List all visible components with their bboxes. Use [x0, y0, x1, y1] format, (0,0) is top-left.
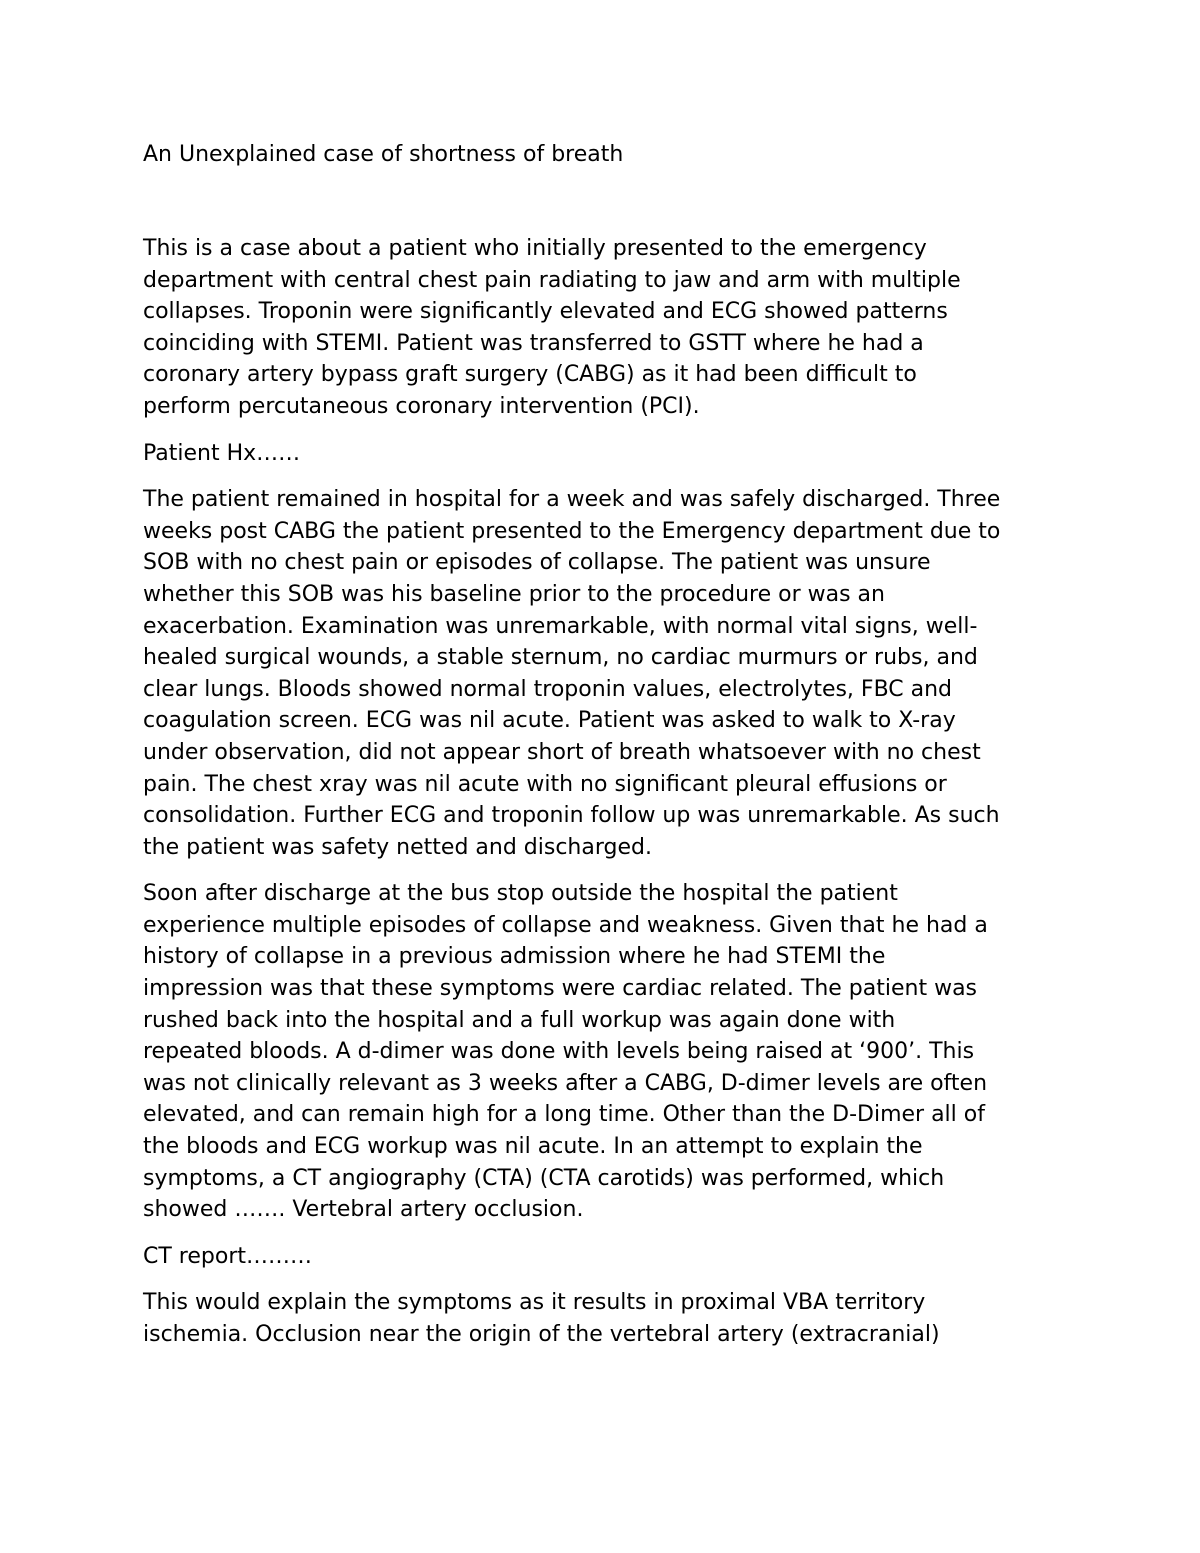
text-line: experience multiple episodes of collapse and weakness. Given that he had a	[143, 912, 988, 938]
text-line: impression was that these symptoms were cardiac related. The patient was	[143, 976, 978, 1002]
text-line: ischemia. Occlusion near the origin of the vertebral artery (extracranial)	[143, 1322, 940, 1347]
text-line: This is a case about a patient who initially presented to the emergency	[143, 236, 927, 261]
text-line: consolidation. Further ECG and troponin follow up was unremarkable. As such	[143, 803, 1000, 829]
text-line: symptoms, a CT angiography (CTA) (CTA carotids) was performed, which	[143, 1165, 945, 1191]
text-line: under observation, did not appear short of breath whatsoever with no chest	[143, 739, 981, 765]
paragraph-readmission	[143, 484, 1083, 863]
text-line: history of collapse in a previous admission where he had STEMI the	[143, 944, 886, 970]
text-line: coinciding with STEMI. Patient was transferred to GSTT where he had a	[143, 330, 924, 356]
text-line: showed ……. Vertebral artery occlusion.	[143, 1197, 584, 1223]
paragraph-collapse-episode	[143, 878, 1083, 1226]
paragraph-case-intro	[143, 233, 1083, 423]
text-line: repeated bloods. A d-dimer was done with levels being raised at ‘900’. This	[143, 1039, 975, 1065]
text-line: SOB with no chest pain or episodes of collapse. The patient was unsure	[143, 550, 931, 576]
text-line: department with central chest pain radiating to jaw and arm with multiple	[143, 267, 961, 293]
paragraph-patient-hx	[143, 438, 1083, 470]
text-line: weeks post CABG the patient presented to the Emergency department due to	[143, 518, 1001, 544]
text-line: was not clinically relevant as 3 weeks after a CABG, D-dimer levels are often	[143, 1070, 988, 1096]
text-line: Patient Hx……	[143, 440, 301, 466]
text-line: healed surgical wounds, a stable sternum, no cardiac murmurs or rubs, and	[143, 645, 978, 671]
text-line: coronary artery bypass graft surgery (CABG) as it had been difficult to	[143, 362, 917, 388]
text-line: The patient remained in hospital for a week and was safely discharged. Three	[143, 487, 1001, 513]
text-line: exacerbation. Examination was unremarkable, with normal vital signs, well-	[143, 613, 978, 639]
text-line: the bloods and ECG workup was nil acute. In an attempt to explain the	[143, 1134, 923, 1160]
text-line: whether this SOB was his baseline prior to the procedure or was an	[143, 581, 885, 607]
text-line: This would explain the symptoms as it results in proximal VBA territory	[143, 1290, 926, 1316]
text-line: the patient was safety netted and discharged.	[143, 834, 652, 860]
paragraph-explanation	[143, 1287, 1083, 1350]
text-line: elevated, and can remain high for a long time. Other than the D-Dimer all of	[143, 1102, 985, 1128]
text-line: pain. The chest xray was nil acute with no significant pleural effusions or	[143, 771, 947, 797]
text-line: clear lungs. Bloods showed normal troponin values, electrolytes, FBC and	[143, 676, 953, 702]
text-line: collapses. Troponin were significantly elevated and ECG showed patterns	[143, 299, 948, 325]
text-line: coagulation screen. ECG was nil acute. Patient was asked to walk to X-ray	[143, 708, 956, 734]
document-body	[143, 139, 1083, 1366]
text-line: perform percutaneous coronary intervention (PCI).	[143, 393, 700, 419]
text-line: Soon after discharge at the bus stop outside the hospital the patient	[143, 881, 898, 907]
text-line: CT report………	[143, 1243, 312, 1269]
text-line: rushed back into the hospital and a full workup was again done with	[143, 1007, 896, 1033]
paragraph-ct-report	[143, 1241, 1083, 1273]
document-title: An Unexplained case of shortness of breath	[143, 142, 624, 167]
